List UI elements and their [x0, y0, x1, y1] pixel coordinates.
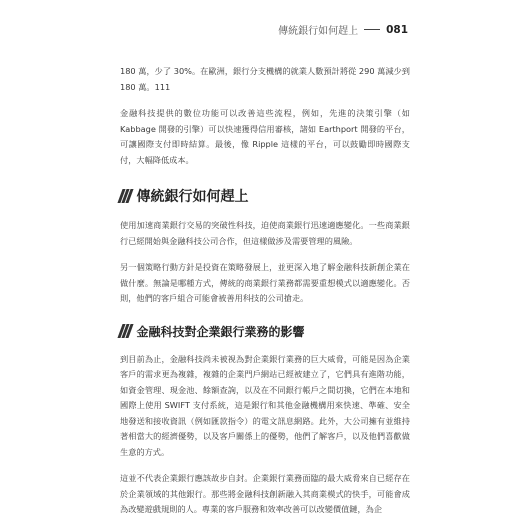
section-heading-text: 金融科技對企業銀行業務的影響	[136, 324, 305, 339]
body-paragraph: 180 萬，少了 30%。在歐洲，銀行分支機構的就業人數預計將從 290 萬減少到 180 萬。111	[120, 66, 410, 92]
running-header	[278, 22, 408, 37]
slash-icon	[120, 189, 131, 203]
body-paragraph: 這並不代表企業銀行應該故步自封。企業銀行業務面臨的最大威脅來自已經存在於企業領域的其他銀行。那些將金融科技創新融入其商業模式的快手，可能會成為改變遊戲規則的人。專業的客戶服務和效率改善可以改變價值鏈，為企	[120, 473, 410, 514]
header-dash	[364, 29, 380, 31]
page-body	[120, 64, 410, 529]
body-paragraph: 另一個策略行動方針是投資在策略發展上，並更深入地了解金融科技新創企業在做什麼。無論是哪種方式，傳統的商業銀行業務都需要重想模式以適應變化。否則，他們的客戶組合可能會被善用科技的公司搶走。	[120, 262, 410, 303]
page-number: 081	[386, 23, 408, 36]
body-paragraph: 金融科技提供的數位功能可以改善這些流程，例如，先進的決策引擎（如 Kabbage 開發的引擎）可以快速獲得信用審核，諸如 Earthport 開發的平台，可讓國際支付即時結算。最後，像 Ripple 這樣的平台，可以鼓勵即時國際支付，大幅降低成本。	[120, 108, 410, 165]
section-heading	[120, 323, 410, 340]
chapter-title: 傳統銀行如何趕上	[278, 26, 359, 37]
section-heading	[120, 186, 410, 206]
slash-icon	[120, 324, 131, 338]
section-heading-text: 傳統銀行如何趕上	[136, 189, 249, 205]
body-paragraph: 使用加速商業銀行交易的突破性科技，迫使商業銀行迅速適應變化。一些商業銀行已經開始與金融科技公司合作，但這樣做涉及需要管理的風險。	[120, 220, 410, 246]
body-paragraph: 到目前為止，金融科技尚未被視為對企業銀行業務的巨大威脅，可能是因為企業客戶的需求更為複雜，複雜的企業門戶網站已經被建立了，它們具有進階功能，如資金管理、現金池、餘額查詢，以及在不同銀行帳戶之間切換，它們在本地和國際上使用 SWIFT 支付系統，這是銀行和其他金融機構用來快速、準確、安全地發送和接收資訊（例如匯款指令）的電文訊息網路。此外，大公司擁有並維持著相當大的經濟優勢，以及客戶關係上的優勢，他們了解客戶，以及他們喜歡做生意的方式。	[120, 353, 410, 457]
